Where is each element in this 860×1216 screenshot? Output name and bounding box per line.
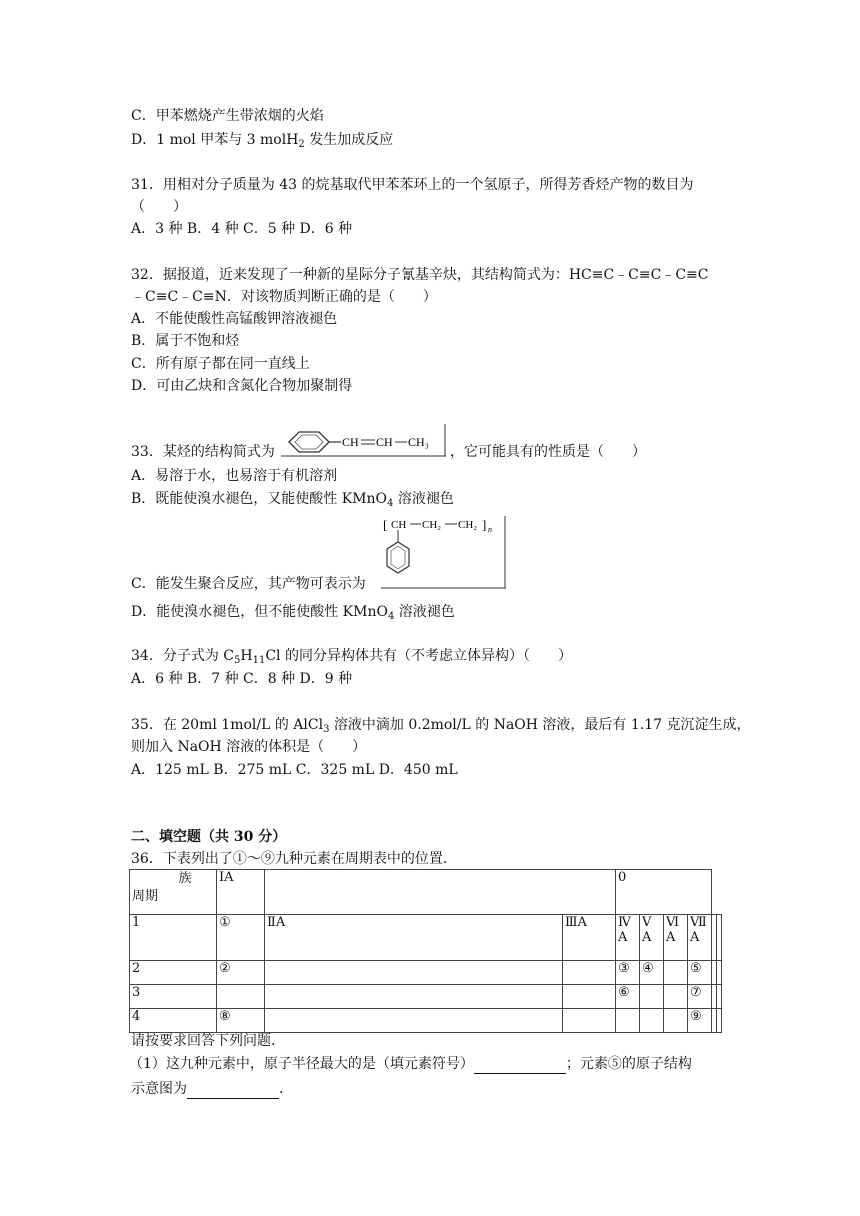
element-cell: ⑧ (217, 1009, 265, 1033)
q32-option-d: D．可由乙炔和含氮化合物加聚制得 (131, 378, 353, 394)
period-cell: 3 (130, 985, 217, 1009)
period-cell: 4 (130, 1009, 217, 1033)
q32-option-b: B．属于不饱和烃 (131, 333, 240, 349)
q34-stem: 34．分子式为 $C_5H_{11}Cl$ 的同分异构体共有（不考虑立体异构）（ ） (131, 648, 572, 666)
svg-text:n: n (488, 525, 492, 534)
header-period-label: 周期 (132, 889, 159, 904)
q35-stem-line2: 则加入 NaOH 溶液的体积是（ ） (131, 739, 367, 755)
q35-options: A．125 mL B．275 mL C．325 mL D．450 mL (131, 762, 458, 778)
header-1a: ⅠA (217, 870, 265, 915)
header-group-label: 族 (178, 871, 192, 886)
table-row (130, 1009, 722, 1033)
section-heading: 二、填空题（共 30 分） (131, 829, 287, 845)
element-cell: ① (217, 915, 265, 961)
svg-text:[: [ (383, 517, 388, 532)
element-cell: ⑦ (688, 985, 712, 1009)
group-label-cell: ⅢA (563, 915, 616, 961)
header-0: 0 (616, 870, 712, 915)
group-label-cell: Ⅶ A (688, 915, 712, 961)
group-label-cell: ⅡA (265, 915, 563, 961)
q36-part1-line1: （1）这九种元素中，原子半径最大的是（填元素符号） ；元素⑤的原子结构 (129, 1056, 692, 1072)
q33-option-c: C．能发生聚合反应，其产物可表示为 (131, 576, 366, 592)
group-label-cell: Ⅳ A (616, 915, 640, 961)
table-row (130, 961, 722, 985)
q33-stem-a: 33．某烃的结构简式为 (131, 444, 275, 460)
element-cell: ⑨ (688, 1009, 712, 1033)
q31-paren: （ ） (131, 199, 187, 215)
svg-text:CH: CH (391, 519, 407, 531)
periodic-table (129, 869, 722, 1033)
svg-text:CH: CH (376, 435, 393, 449)
period-cell: 2 (130, 961, 217, 985)
q36-stem: 36．下表列出了①～⑨九种元素在周期表中的位置． (131, 851, 457, 867)
q36-instruction: 请按要求回答下列问题． (131, 1033, 285, 1049)
header-blank (265, 870, 616, 915)
group-label-cell: Ⅴ A (640, 915, 664, 961)
q36-part1-line2: 示意图为 ． (131, 1081, 293, 1097)
q33-option-a: A．易溶于水，也易溶于有机溶剂 (131, 468, 338, 484)
q30-option-d: D．1 mol 甲苯与 3 molH$_2$ 发生加成反应 (131, 132, 394, 150)
group-label-cell: Ⅵ A (664, 915, 688, 961)
q32-option-a: A．不能使酸性高锰酸钾溶液褪色 (131, 311, 338, 327)
svg-text:CH: CH (342, 435, 359, 449)
structure-polymer (381, 516, 507, 590)
q31-options: A．3 种 B．4 种 C．5 种 D．6 种 (131, 221, 353, 237)
q32-stem-line2: ﹣C≡C﹣C≡N．对该物质判断正确的是（ ） (131, 289, 437, 305)
table-header-row (130, 870, 722, 915)
element-cell: ② (217, 961, 265, 985)
q33-option-b: B．既能使溴水褪色，又能使酸性 KMnO$_4$ 溶液褪色 (131, 491, 454, 509)
svg-text:CH₃: CH₃ (408, 435, 429, 449)
q32-option-c: C．所有原子都在同一直线上 (131, 356, 310, 372)
q31-stem: 31．用相对分子质量为 43 的烷基取代甲苯苯环上的一个氢原子，所得芳香烃产物的数目为 (131, 177, 694, 193)
element-cell: ③ (616, 961, 640, 985)
svg-text:CH₂: CH₂ (422, 519, 442, 531)
q32-stem-line1: 32．据报道，近来发现了一种新的星际分子氰基辛炔，其结构简式为：HC≡C﹣C≡C﹣C≡C (131, 267, 709, 283)
element-cell: ⑤ (688, 961, 712, 985)
structure-styrene-propenyl (281, 424, 446, 460)
svg-text:]: ] (482, 517, 487, 532)
answer-blank[interactable] (187, 1098, 279, 1099)
answer-blank[interactable] (474, 1073, 566, 1074)
header-corner-cell (130, 870, 217, 915)
element-cell: ⑥ (616, 985, 640, 1009)
table-row (130, 985, 722, 1009)
svg-text:CH₂: CH₂ (458, 519, 478, 531)
q33-option-d: D．能使溴水褪色，但不能使酸性 KMnO$_4$ 溶液褪色 (131, 604, 455, 622)
period-cell: 1 (130, 915, 217, 961)
element-cell: ④ (640, 961, 664, 985)
table-row (130, 915, 722, 961)
q30-option-c: C．甲苯燃烧产生带浓烟的火焰 (131, 108, 324, 124)
q33-stem-b: ，它可能具有的性质是（ ） (450, 444, 646, 460)
q34-options: A．6 种 B．7 种 C．8 种 D．9 种 (131, 671, 353, 687)
q35-stem-line1: 35．在 20ml 1mol/L 的 AlCl$_3$ 溶液中滴加 0.2mol/L 的 NaOH 溶液，最后有 1.17 克沉淀生成， (131, 717, 751, 735)
benzene-ring-icon (387, 542, 409, 573)
